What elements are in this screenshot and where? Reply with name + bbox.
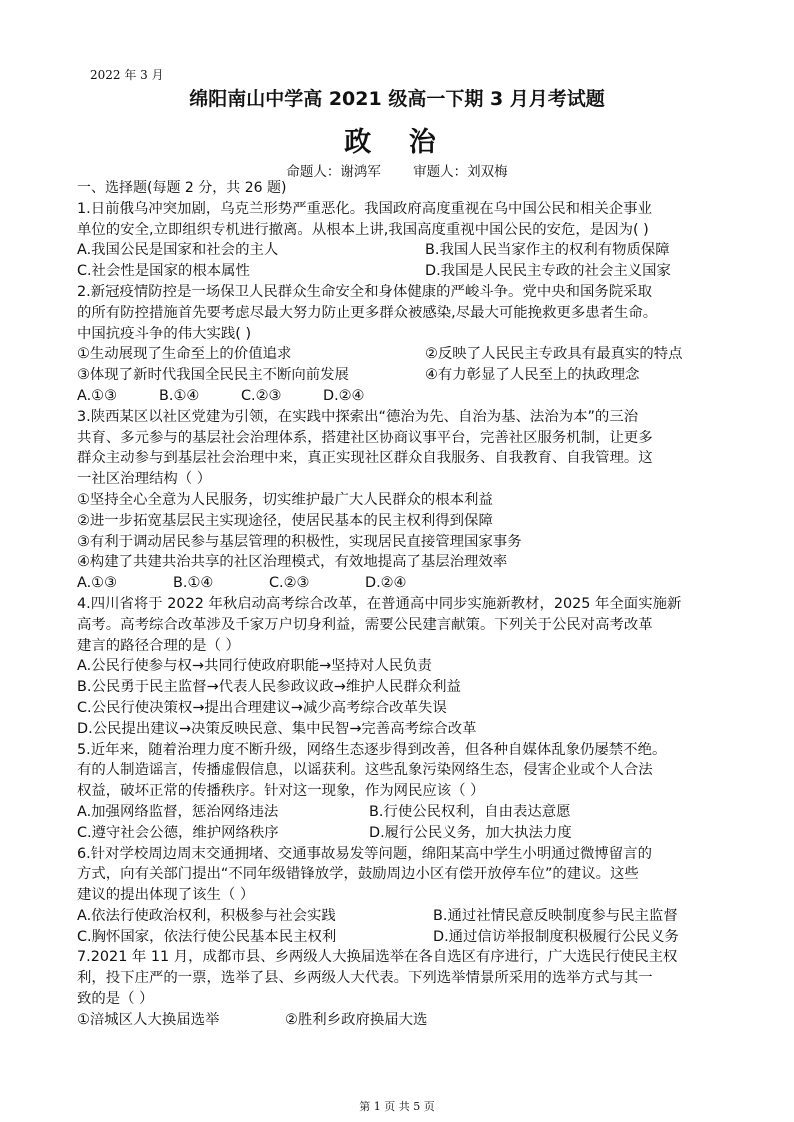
question-3-options-row bbox=[77, 573, 725, 594]
option-b: B.①④ bbox=[159, 387, 200, 404]
question-3-line: 共育、多元参与的基层社会治理体系，搭建社区协商议事平台，完善社区服务机制，让更多 bbox=[77, 429, 653, 446]
question-4-line: 4.四川省将于 2022 年秋启动高考综合改革，在普通高中同步实施新教材，2025 年全面实施新 bbox=[77, 595, 682, 612]
option-b: B.我国人民当家作主的权利有物质保障 bbox=[425, 242, 670, 259]
option-a: A.①③ bbox=[77, 387, 117, 404]
question-3-line: 一社区治理结构（ ） bbox=[77, 471, 212, 488]
question-2-line: 2.新冠疫情防控是一场保卫人民群众生命安全和身体健康的严峻斗争。党中央和国务院采取 bbox=[77, 283, 652, 300]
statement-1: ①涪城区人大换届选举 bbox=[77, 1011, 220, 1028]
question-body bbox=[77, 178, 725, 1031]
question-3-line: 群众主动参与到基层社会治理中来，真正实现社区群众自我服务、自我教育、自我管理。这 bbox=[77, 450, 653, 467]
option-b: B.行使公民权利，自由表达意愿 bbox=[369, 803, 571, 820]
question-5-line: 5.近年来，随着治理力度不断升级，网络生态逐步得到改善，但各种自媒体乱象仍屡禁不绝。 bbox=[77, 741, 667, 758]
option-d: D.②④ bbox=[323, 387, 365, 404]
statement-2: ②进一步拓宽基层民主实现途径，使居民基本的民主权利得到保障 bbox=[77, 512, 493, 529]
question-7-statements-row bbox=[77, 1010, 725, 1031]
question-2-line: 的所有防控措施首先要考虑尽最大努力防止更多群众被感染,尽最大可能挽救更多患者生命。 bbox=[77, 304, 658, 321]
question-1-line: 1.日前俄乌冲突加剧，乌克兰形势严重恶化。我国政府高度重视在乌中国公民和相关企事业 bbox=[77, 200, 652, 217]
option-d: D.②④ bbox=[365, 575, 407, 592]
option-c: C.遵守社会公德，维护网络秩序 bbox=[77, 824, 279, 841]
option-a: A.加强网络监督，惩治网络违法 bbox=[77, 803, 279, 820]
question-5-line: 有的人制造谣言，传播虚假信息，以谣获利。这些乱象污染网络生态，侵害企业或个人合法 bbox=[77, 762, 653, 779]
option-a: A.公民行使参与权→共同行使政府职能→坚持对人民负责 bbox=[77, 658, 432, 675]
question-6-options-row bbox=[77, 906, 725, 927]
question-3-line: 3.陕西某区以社区党建为引领，在实践中探索出“德治为先、自治为基、法治为本”的三治 bbox=[77, 408, 639, 425]
question-2-options-row bbox=[77, 386, 725, 407]
question-4-line: 高考。高考综合改革涉及千家万户切身利益，需要公民建言献策。下列关于公民对高考改革 bbox=[77, 616, 653, 633]
question-6-line: 6.针对学校周边周末交通拥堵、交通事故易发等问题，绵阳某高中学生小明通过微博留言的 bbox=[77, 845, 652, 862]
question-1-options-row bbox=[77, 261, 725, 282]
option-a: A.①③ bbox=[77, 575, 117, 592]
question-5-options-row bbox=[77, 823, 725, 844]
option-c: C.胸怀国家，依法行使公民基本民主权利 bbox=[77, 928, 337, 945]
question-6-options-row bbox=[77, 927, 725, 948]
author-name: 命题人：谢鸿军 bbox=[286, 164, 381, 180]
statement-4: ④构建了共建共治共享的社区治理模式，有效地提高了基层治理效率 bbox=[77, 554, 508, 571]
subject-title: 政 治 bbox=[344, 127, 450, 158]
statement-2: ②胜利乡政府换届大选 bbox=[285, 1011, 428, 1028]
question-6-line: 建议的提出体现了该生（ ） bbox=[77, 887, 255, 904]
option-b: B.①④ bbox=[173, 575, 214, 592]
option-c: C.②③ bbox=[241, 387, 282, 404]
reviewer-name: 审题人：刘双梅 bbox=[413, 164, 508, 180]
question-5-options-row bbox=[77, 802, 725, 823]
authors-line bbox=[0, 160, 794, 180]
option-a: A.依法行使政治权利，积极参与社会实践 bbox=[77, 907, 336, 924]
option-a: A.我国公民是国家和社会的主人 bbox=[77, 242, 279, 259]
statement-4: ④有力彰显了人民至上的执政理念 bbox=[425, 367, 640, 384]
question-2-line: 中国抗疫斗争的伟大实践( ) bbox=[77, 325, 252, 342]
option-d: D.履行公民义务，加大执法力度 bbox=[369, 824, 572, 841]
page-footer: 第 1 页 共 5 页 bbox=[359, 1100, 435, 1113]
statement-1: ①坚持全心全意为人民服务，切实维护最广大人民群众的根本利益 bbox=[77, 491, 493, 508]
statement-3: ③体现了新时代我国全民民主不断向前发展 bbox=[77, 367, 349, 384]
option-c: C.社会性是国家的根本属性 bbox=[77, 263, 250, 280]
question-1-options-row bbox=[77, 240, 725, 261]
option-d: D.我国是人民民主专政的社会主义国家 bbox=[425, 263, 671, 280]
question-7-line: 致的是（ ） bbox=[77, 991, 154, 1008]
statement-2: ②反映了人民民主专政具有最真实的特点 bbox=[425, 346, 683, 363]
exam-title: 绵阳南山中学高 2021 级高一下期 3 月月考试题 bbox=[189, 88, 605, 110]
option-c: C.②③ bbox=[269, 575, 310, 592]
question-2-statements-row bbox=[77, 344, 725, 365]
statement-3: ③有利于调动居民参与基层管理的积极性，实现居民直接管理国家事务 bbox=[77, 533, 522, 550]
option-c: C.公民行使决策权→提出合理建议→减少高考综合改革失误 bbox=[77, 699, 447, 716]
question-1-line: 单位的安全,立即组织专机进行撤离。从根本上讲,我国高度重视中国公民的安危，是因为( ) bbox=[77, 221, 649, 238]
question-7-line: 7.2021 年 11 月，成都市县、乡两级人大换届选举在各自选区有序进行，广大选民行使民主权 bbox=[77, 949, 678, 966]
statement-1: ①生动展现了生命至上的价值追求 bbox=[77, 346, 292, 363]
section-heading: 一、选择题(每题 2 分，共 26 题) bbox=[77, 180, 287, 196]
question-4-line: 建言的路径合理的是（ ） bbox=[77, 637, 240, 654]
option-d: D.通过信访举报制度积极履行公民义务 bbox=[433, 928, 679, 945]
option-d: D.公民提出建议→决策反映民意、集中民智→完善高考综合改革 bbox=[77, 720, 477, 737]
question-6-line: 方式，向有关部门提出“不同年级错锋放学，鼓励周边小区有偿开放停车位”的建议。这些 bbox=[77, 866, 639, 883]
option-b: B.公民勇于民主监督→代表人民参政议政→维护人民群众利益 bbox=[77, 679, 461, 696]
question-7-line: 利，投下庄严的一票，选举了县、乡两级人大代表。下列选举情景所采用的选举方式与其一 bbox=[77, 970, 653, 987]
exam-date: 2022 年 3 月 bbox=[90, 68, 164, 82]
option-b: B.通过社情民意反映制度参与民主监督 bbox=[433, 907, 678, 924]
question-2-statements-row bbox=[77, 365, 725, 386]
question-5-line: 权益，破坏正常的传播秩序。针对这一现象，作为网民应该（ ） bbox=[77, 783, 485, 800]
